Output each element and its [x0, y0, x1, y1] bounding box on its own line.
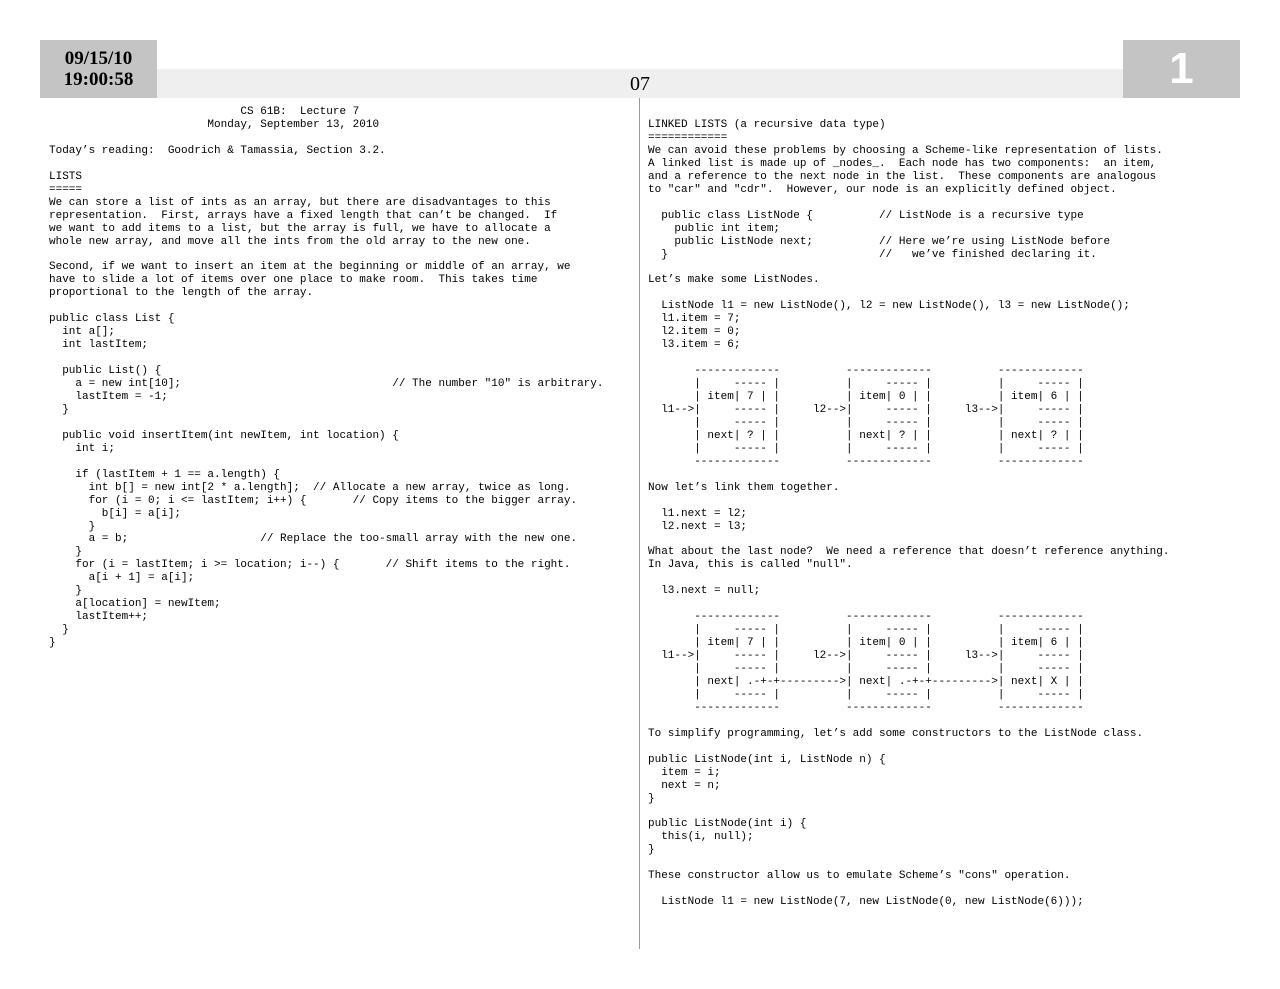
right-line: ListNode l1 = new ListNode(7, new ListNode(0, new ListNode(6)));: [648, 896, 1084, 909]
right-line: Let’s make some ListNodes.: [648, 274, 820, 287]
left-line: int i;: [49, 442, 116, 455]
right-column-text: [648, 119, 1170, 909]
right-line: l3.item = 6;: [648, 339, 741, 352]
right-line: to "car" and "cdr". However, our node is an explicitly defined object.: [648, 183, 1117, 196]
left-line: proportional to the length of the array.: [49, 287, 314, 300]
print-time: 19:00:58: [63, 69, 134, 90]
right-line: public ListNode next; // Here we’re using ListNode before: [648, 235, 1111, 248]
right-line: | item| 7 | | | item| 0 | | | item| 6 | |: [648, 637, 1084, 650]
right-line: }: [648, 844, 655, 857]
left-line: lastItem = -1;: [49, 390, 168, 403]
right-line: | item| 7 | | | item| 0 | | | item| 6 | |: [648, 391, 1084, 404]
right-line: To simplify programming, let’s add some constructors to the ListNode class.: [648, 727, 1144, 740]
left-line: we want to add items to a list, but the array is full, we have to allocate a: [49, 222, 551, 235]
column-divider: [639, 98, 640, 949]
right-line: ------------- ------------- -------------: [648, 365, 1084, 378]
left-line: public void insertItem(int newItem, int location) {: [49, 429, 399, 442]
left-line: a[location] = newItem;: [49, 598, 221, 611]
right-line: ------------- ------------- -------------: [648, 611, 1084, 624]
right-line: ------------- ------------- -------------: [648, 701, 1084, 714]
left-line: whole new array, and move all the ints from the old array to the new one.: [49, 235, 531, 248]
right-line: l1-->| ----- | l2-->| ----- | l3-->| ----- |: [648, 403, 1084, 416]
left-line: =====: [49, 183, 83, 196]
right-line: l3.next = null;: [648, 585, 761, 598]
right-line: }: [648, 792, 655, 805]
left-line: have to slide a lot of items over one place to make room. This takes time: [49, 274, 538, 287]
left-line: if (lastItem + 1 == a.length) {: [49, 468, 281, 481]
left-line: CS 61B: Lecture 7: [49, 106, 360, 118]
right-line: | ----- | | ----- | | ----- |: [648, 624, 1084, 637]
print-date: 09/15/10: [64, 48, 133, 69]
right-line: } // we’ve finished declaring it.: [648, 248, 1097, 261]
right-line: l1-->| ----- | l2-->| ----- | l3-->| ----- |: [648, 650, 1084, 663]
right-line: l2.next = l3;: [648, 520, 748, 533]
left-line: Today’s reading: Goodrich & Tamassia, Section 3.2.: [49, 144, 386, 157]
right-line: LINKED LISTS (a recursive data type): [648, 119, 886, 131]
left-line: representation. First, arrays have a fixed length that can’t be changed. If: [49, 209, 558, 222]
right-line: | ----- | | ----- | | ----- |: [648, 416, 1084, 429]
left-line: b[i] = a[i];: [49, 507, 182, 520]
right-line: next = n;: [648, 779, 721, 792]
right-line: A linked list is made up of _nodes_. Each node has two components: an item,: [648, 157, 1157, 170]
left-line: Monday, September 13, 2010: [49, 118, 380, 131]
right-line: | next| .-+-+--------->| next| .-+-+--------->| next| X | |: [648, 675, 1084, 688]
right-line: These constructor allow us to emulate Scheme’s "cons" operation.: [648, 870, 1071, 883]
right-line: and a reference to the next node in the list. These components are analogous: [648, 170, 1157, 183]
left-line: int a[];: [49, 326, 116, 339]
right-line: item = i;: [648, 766, 721, 779]
left-line: }: [49, 585, 83, 598]
left-line: }: [49, 624, 69, 637]
left-line: }: [49, 637, 56, 650]
left-line: for (i = lastItem; i >= location; i--) { // Shift items to the right.: [49, 559, 571, 572]
right-line: public ListNode(int i) {: [648, 818, 807, 831]
right-line: We can avoid these problems by choosing a Scheme-like representation of lists.: [648, 144, 1163, 157]
left-line: a = new int[10]; // The number "10" is arbitrary.: [49, 378, 604, 391]
right-line: l1.item = 7;: [648, 313, 741, 326]
left-line: int b[] = new int[2 * a.length]; // Allocate a new array, twice as long.: [49, 481, 571, 494]
right-line: l2.item = 0;: [648, 326, 741, 339]
right-line: ------------- ------------- -------------: [648, 455, 1084, 468]
right-line: | ----- | | ----- | | ----- |: [648, 442, 1084, 455]
left-line: int lastItem;: [49, 339, 149, 352]
right-line: public int item;: [648, 222, 781, 235]
left-line: a = b; // Replace the too-small array with the new one.: [49, 533, 578, 546]
right-line: public class ListNode { // ListNode is a recursive type: [648, 209, 1084, 222]
right-line: ============: [648, 131, 728, 144]
page-title: 07: [630, 73, 650, 95]
right-line: In Java, this is called "null".: [648, 559, 853, 572]
right-line: Now let’s link them together.: [648, 481, 840, 494]
right-line: this(i, null);: [648, 831, 754, 844]
left-line: a[i + 1] = a[i];: [49, 572, 195, 585]
left-line: Second, if we want to insert an item at the beginning or middle of an array, we: [49, 261, 571, 274]
left-line: }: [49, 520, 96, 533]
right-line: | next| ? | | | next| ? | | | next| ? | |: [648, 429, 1084, 442]
right-line: | ----- | | ----- | | ----- |: [648, 663, 1084, 676]
left-line: We can store a list of ints as an array, but there are disadvantages to this: [49, 196, 551, 209]
left-line: LISTS: [49, 170, 83, 183]
left-line: }: [49, 403, 69, 416]
left-line: for (i = 0; i <= lastItem; i++) { // Copy items to the bigger array.: [49, 494, 578, 507]
right-line: | ----- | | ----- | | ----- |: [648, 688, 1084, 701]
timestamp-box: [40, 40, 157, 98]
left-column-text: [49, 106, 604, 650]
page-number: 1: [1123, 40, 1240, 98]
left-line: public class List {: [49, 313, 175, 326]
right-line: What about the last node? We need a reference that doesn’t reference anything.: [648, 546, 1170, 559]
right-line: | ----- | | ----- | | ----- |: [648, 378, 1084, 391]
left-line: lastItem++;: [49, 611, 149, 624]
right-line: ListNode l1 = new ListNode(), l2 = new ListNode(), l3 = new ListNode();: [648, 300, 1130, 313]
right-line: public ListNode(int i, ListNode n) {: [648, 753, 886, 766]
right-line: l1.next = l2;: [648, 507, 748, 520]
left-line: }: [49, 546, 83, 559]
left-line: public List() {: [49, 365, 162, 378]
